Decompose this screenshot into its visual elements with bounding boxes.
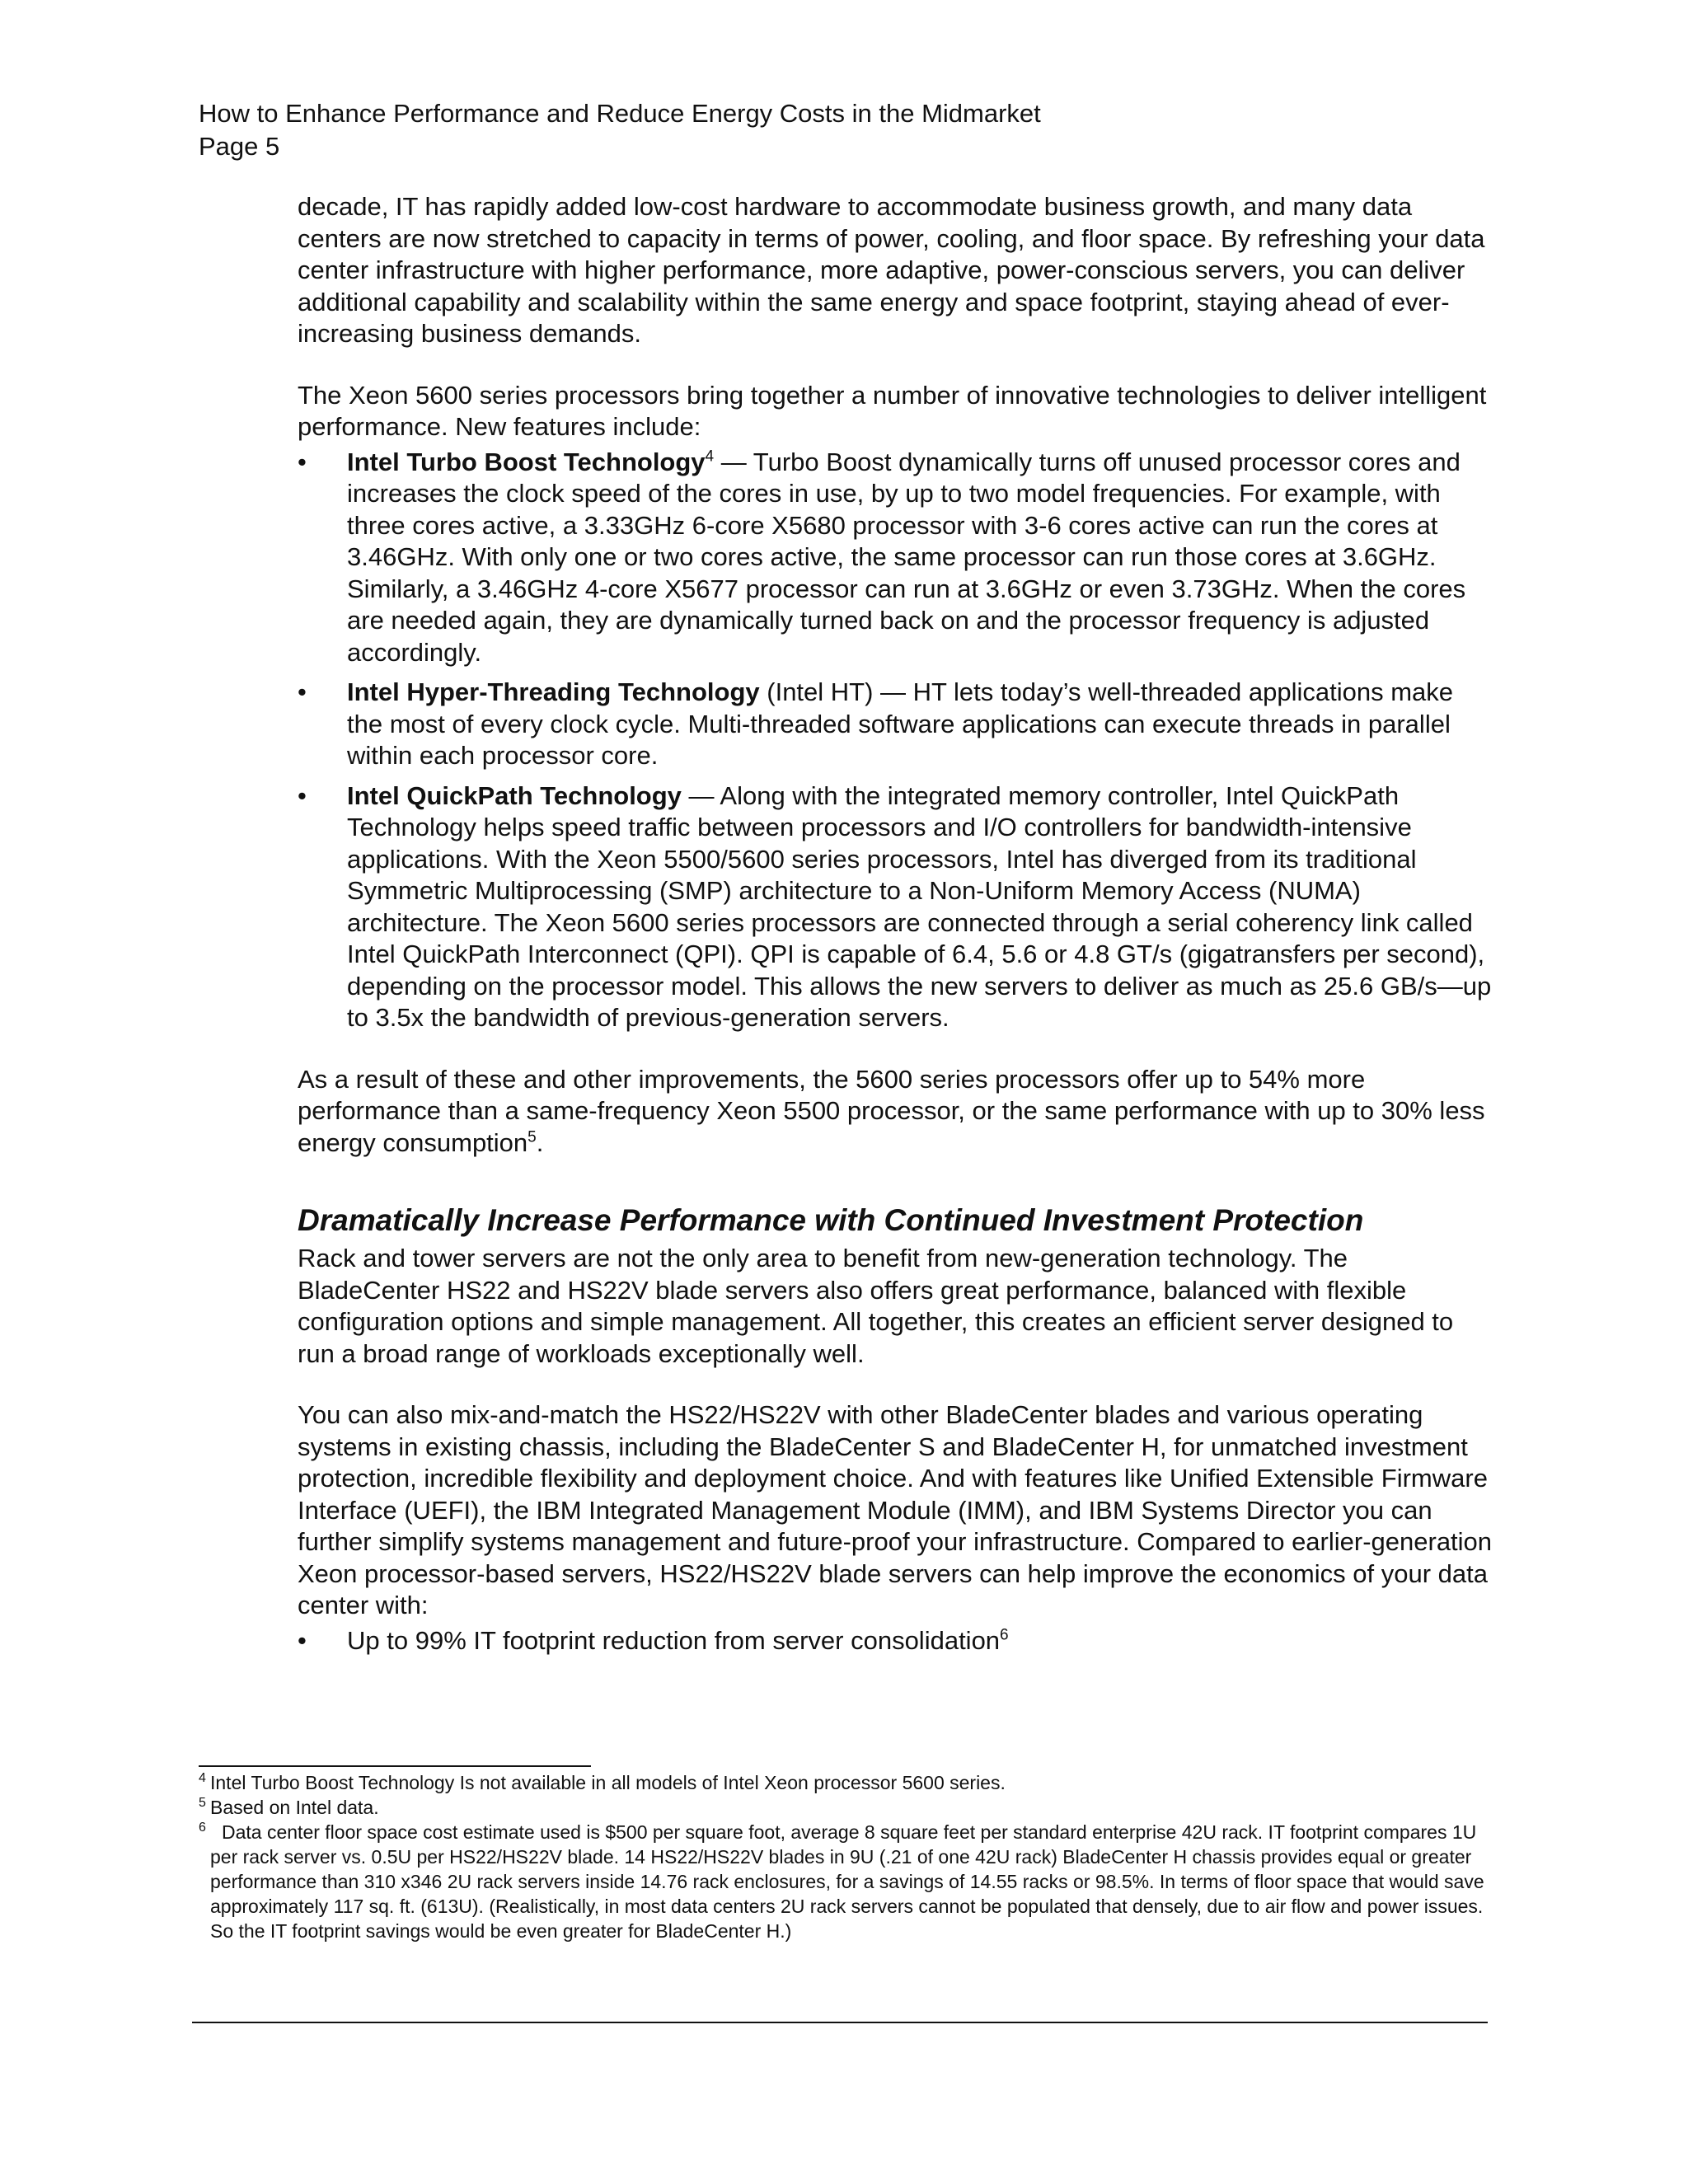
footer-rule [192,2022,1488,2023]
bullet-icon: • [298,447,307,476]
feature-text: — Turbo Boost dynamically turns off unused processor cores and increases the clock speed of the cores in use, by up to two model frequencies. For example, with three cores active, a 3.33GHz 6-core X5680 processor with 3-6 cores active can run the cores at 3.46GHz. With only one or two cores active, the same processor can run those cores at 3.6GHz. Similarly, a 3.46GHz 4-core X5677 processor can run at 3.6GHz or even 3.73GHz. When the cores are needed again, they are dynamically turned back on and the processor frequency is adjusted accordingly. [347,447,1466,667]
bullet-icon: • [298,1625,307,1655]
benefit-list [298,1625,1493,1657]
footnote-ref: 5 [528,1128,537,1146]
page-number: Page 5 [199,132,280,161]
feature-title: Intel QuickPath Technology [347,780,682,810]
section-heading: Dramatically Increase Performance with Continued Investment Protection [298,1203,1364,1237]
intro-paragraph: decade, IT has rapidly added low-cost hardware to accommodate business growth, and many data centers are now stretched to capacity in terms of power, cooling, and floor space. By refreshing your data center infrastructure with higher performance, more adaptive, power-conscious servers, you can deliver additional capability and scalability within the same energy and space footprint, staying ahead of ever-increasing business demands. [298,192,1485,348]
footnote-4: 4 Intel Turbo Boost Technology Is not available in all models of Intel Xeon processor 5600 series. [199,1771,1006,1793]
bullet-icon: • [298,677,307,706]
footnote-6: 6 Data center floor space cost estimate used is $500 per square foot, average 8 square feet per standard enterprise 42U rack. IT footprint compares 1U per rack server vs. 0.5U per HS22/HS22V blade. 14 HS22/HS22V blades in 9U (.21 of one 42U rack) BladeCenter H chassis provides equal or greater performance than 310 x346 2U rack servers inside 14.76 rack enclosures, for a savings of 14.55 racks or 98.5%. In terms of floor space that would save approximately 117 sq. ft. (613U). (Realistically, in most data centers 2U rack servers cannot be populated that densely, due to air flow and power issues. So the IT footprint savings would be even greater for BladeCenter H.) [199,1821,1484,1942]
xeon-paragraph: The Xeon 5600 series processors bring together a number of innovative technologies to deliver intelligent performance. New features include: [298,380,1487,441]
feature-list [298,447,1493,1034]
footnote-5: 5 Based on Intel data. [199,1796,379,1818]
feature-item-turbo-boost [298,447,1493,669]
footnote-separator [199,1765,591,1767]
section-paragraph-1: Rack and tower servers are not the only area to benefit from new-generation technology. The BladeCenter HS22 and HS22V blade servers also offers great performance, balanced with flexible configuration options and simple management. All together, this creates an efficient server designed to run a broad range of workloads exceptionally well. [298,1244,1454,1368]
footnotes [199,1770,1484,1943]
feature-title: Intel Turbo Boost Technology [347,447,706,476]
bullet-icon: • [298,780,307,810]
section-paragraph-2: You can also mix-and-match the HS22/HS22V with other BladeCenter blades and various operating systems in existing chassis, including the BladeCenter S and BladeCenter H, for unmatched investment protection, incredible flexibility and deployment choice. And with features like Unified Extensible Firmware Interface (UEFI), the IBM Integrated Management Module (IMM), and IBM Systems Director you can further simplify systems management and future-proof your infrastructure. Compared to earlier-generation Xeon processor-based servers, HS22/HS22V blade servers can help improve the economics of your data center with: [298,1400,1493,1619]
footnote-ref: 4 [705,448,715,466]
page-header [199,97,1041,163]
feature-item-quickpath [298,780,1493,1034]
feature-text: — Along with the integrated memory controller, Intel QuickPath Technology helps speed traffic between processors and I/O controllers for bandwidth-intensive applications. With the Xeon 5500/5600 series processors, Intel has diverged from its traditional Symmetric Multiprocessing (SMP) architecture to a Non-Uniform Memory Access (NUMA) architecture. The Xeon 5600 series processors are connected through a serial coherency link called Intel QuickPath Interconnect (QPI). QPI is capable of 6.4, 5.6 or 4.8 GT/s (gigatransfers per second), depending on the processor model. This allows the new servers to deliver as much as 25.6 GB/s—up to 3.5x the bandwidth of previous-generation servers. [347,780,1492,1032]
page-body [298,191,1493,1665]
document-title: How to Enhance Performance and Reduce Energy Costs in the Midmarket [199,99,1041,128]
result-paragraph: As a result of these and other improvements, the 5600 series processors offer up to 54% more performance than a same-frequency Xeon 5500 processor, or the same performance with up to 30% less energy consumption$^5$. [298,1064,1485,1157]
feature-item-hyper-threading [298,677,1493,772]
feature-title: Intel Hyper-Threading Technology [347,677,760,706]
benefit-item: • Up to 99% IT footprint reduction from server consolidation$^6$ [298,1625,1493,1657]
feature-text: (Intel HT) — HT lets today’s well-threaded applications make the most of every clock cycle. Multi-threaded software applications can execute threads in parallel within each processor core. [347,677,1454,770]
footnote-ref: 6 [1000,1626,1009,1644]
